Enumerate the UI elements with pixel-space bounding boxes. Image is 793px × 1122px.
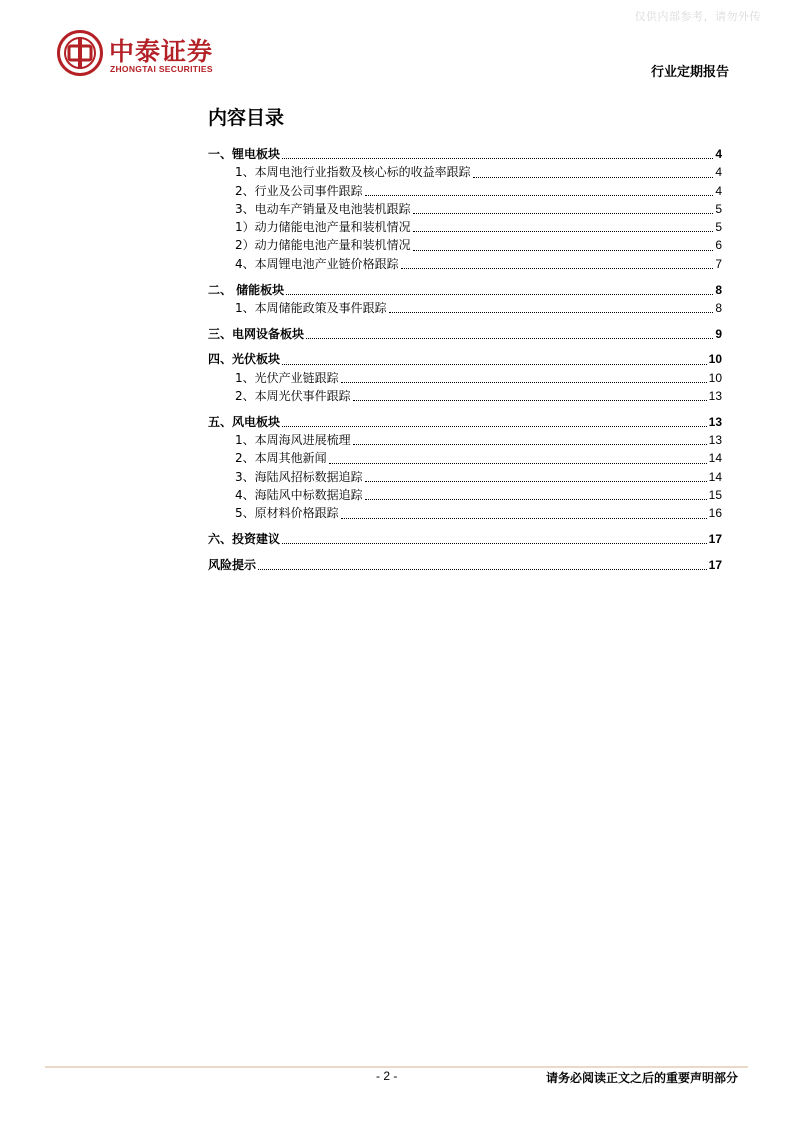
toc-subsection-entry[interactable] xyxy=(208,468,722,486)
toc-subsection-entry[interactable] xyxy=(208,369,722,387)
toc-subsection-entry[interactable] xyxy=(208,504,722,522)
toc-subsection-entry[interactable] xyxy=(208,218,722,236)
toc-entry-title: 4、本周锂电池产业链价格跟踪 xyxy=(235,256,399,271)
toc-entry-title: 1、本周储能政策及事件跟踪 xyxy=(235,300,387,315)
toc-entry-title: 1、本周电池行业指数及核心标的收益率跟踪 xyxy=(235,165,471,180)
toc-leader-dots xyxy=(286,294,713,295)
toc-entry-title: 3、电动车产销量及电池装机跟踪 xyxy=(235,201,411,216)
toc-leader-dots xyxy=(365,499,707,500)
toc-entry-page: 5 xyxy=(715,201,722,216)
toc-entry-title: 一、锂电板块 xyxy=(208,147,281,161)
toc-leader-dots xyxy=(282,426,707,427)
footer-disclaimer: 请务必阅读正文之后的重要声明部分 xyxy=(545,1071,738,1085)
toc-subsection-entry[interactable] xyxy=(208,299,722,317)
logo-english-name: ZHONGTAI SECURITIES xyxy=(110,64,213,74)
toc-entry-title: 五、风电板块 xyxy=(208,414,281,429)
toc-subsection-entry[interactable] xyxy=(208,486,722,504)
toc-leader-dots xyxy=(341,382,707,383)
toc-entry-page: 9 xyxy=(715,326,722,341)
toc-entry-page: 7 xyxy=(715,256,722,271)
toc-entry-page: 8 xyxy=(715,300,722,315)
footer-divider xyxy=(45,1066,748,1068)
toc-entry-page: 8 xyxy=(715,282,722,297)
toc-entry-page: 13 xyxy=(708,389,722,404)
toc-entry-title: 2、行业及公司事件跟踪 xyxy=(235,183,363,198)
page-number: - 2 - xyxy=(376,1069,398,1083)
toc-leader-dots xyxy=(282,158,713,159)
toc-entry-page: 4 xyxy=(715,183,722,198)
toc-leader-dots xyxy=(282,543,707,544)
toc-subsection-entry[interactable] xyxy=(208,431,722,449)
report-type-label: 行业定期报告 xyxy=(650,65,729,80)
logo-chinese-name: 中泰证券 xyxy=(109,37,214,66)
toc-entry-title: 1、本周海风进展梳理 xyxy=(235,433,351,448)
toc-entry-page: 14 xyxy=(708,451,722,466)
toc-entry-page: 13 xyxy=(708,414,722,429)
toc-leader-dots xyxy=(401,268,714,269)
toc-entry-page: 4 xyxy=(715,165,722,180)
toc-leader-dots xyxy=(306,338,713,339)
toc-section-entry[interactable] xyxy=(208,350,722,368)
toc-leader-dots xyxy=(341,518,707,519)
toc-leader-dots xyxy=(365,195,714,196)
toc-subsection-entry[interactable] xyxy=(208,236,722,254)
toc-entry-title: 四、光伏板块 xyxy=(208,352,281,367)
toc-section-entry[interactable] xyxy=(208,413,722,431)
toc-entry-title: 六、投资建议 xyxy=(208,532,281,547)
toc-entry-title: 三、电网设备板块 xyxy=(208,326,305,341)
toc-entry-page: 15 xyxy=(708,488,722,503)
toc-entry-title: 3、海陆风招标数据追踪 xyxy=(235,469,363,484)
toc-section-entry[interactable] xyxy=(208,281,722,299)
toc-entry-page: 10 xyxy=(708,370,722,385)
toc-subsection-entry[interactable] xyxy=(208,255,722,273)
toc-leader-dots xyxy=(353,400,707,401)
toc-title: 内容目录 xyxy=(208,107,285,129)
toc-entry-page: 5 xyxy=(715,220,722,235)
toc-entry-title: 1）动力储能电池产量和装机情况 xyxy=(235,220,411,235)
toc-section-entry[interactable] xyxy=(208,145,722,163)
toc-entry-page: 17 xyxy=(708,557,722,572)
toc-subsection-entry[interactable] xyxy=(208,163,722,181)
toc-leader-dots xyxy=(413,250,714,251)
toc-leader-dots xyxy=(413,231,714,232)
toc-entry-title: 2、本周光伏事件跟踪 xyxy=(235,389,351,404)
zhongtai-logo-icon xyxy=(57,30,103,76)
toc-leader-dots xyxy=(353,444,707,445)
toc-entry-page: 6 xyxy=(715,238,722,253)
table-of-contents xyxy=(208,145,722,574)
toc-entry-title: 2、本周其他新闻 xyxy=(235,451,327,466)
toc-entry-title: 风险提示 xyxy=(208,557,257,572)
toc-leader-dots xyxy=(282,364,707,365)
toc-leader-dots xyxy=(365,481,707,482)
toc-subsection-entry[interactable] xyxy=(208,387,722,405)
toc-leader-dots xyxy=(389,312,714,313)
toc-entry-page: 4 xyxy=(715,147,722,161)
toc-entry-page: 13 xyxy=(708,433,722,448)
toc-subsection-entry[interactable] xyxy=(208,200,722,218)
company-logo xyxy=(57,30,247,80)
toc-entry-title: 5、原材料价格跟踪 xyxy=(235,506,339,521)
toc-leader-dots xyxy=(473,177,714,178)
toc-entry-title: 2）动力储能电池产量和装机情况 xyxy=(235,238,411,253)
toc-entry-title: 二、 储能板块 xyxy=(208,282,285,297)
toc-subsection-entry[interactable] xyxy=(208,449,722,467)
toc-entry-title: 4、海陆风中标数据追踪 xyxy=(235,488,363,503)
watermark-text: 仅供内部参考，请勿外传 xyxy=(634,10,761,23)
toc-entry-page: 17 xyxy=(708,532,722,547)
toc-leader-dots xyxy=(258,569,707,570)
toc-section-entry[interactable] xyxy=(208,325,722,343)
toc-section-entry[interactable] xyxy=(208,556,722,574)
toc-entry-page: 14 xyxy=(708,469,722,484)
toc-leader-dots xyxy=(329,463,707,464)
toc-entry-page: 10 xyxy=(708,352,722,367)
toc-entry-title: 1、光伏产业链跟踪 xyxy=(235,370,339,385)
toc-subsection-entry[interactable] xyxy=(208,182,722,200)
toc-entry-page: 16 xyxy=(708,506,722,521)
toc-leader-dots xyxy=(413,213,714,214)
toc-section-entry[interactable] xyxy=(208,530,722,548)
